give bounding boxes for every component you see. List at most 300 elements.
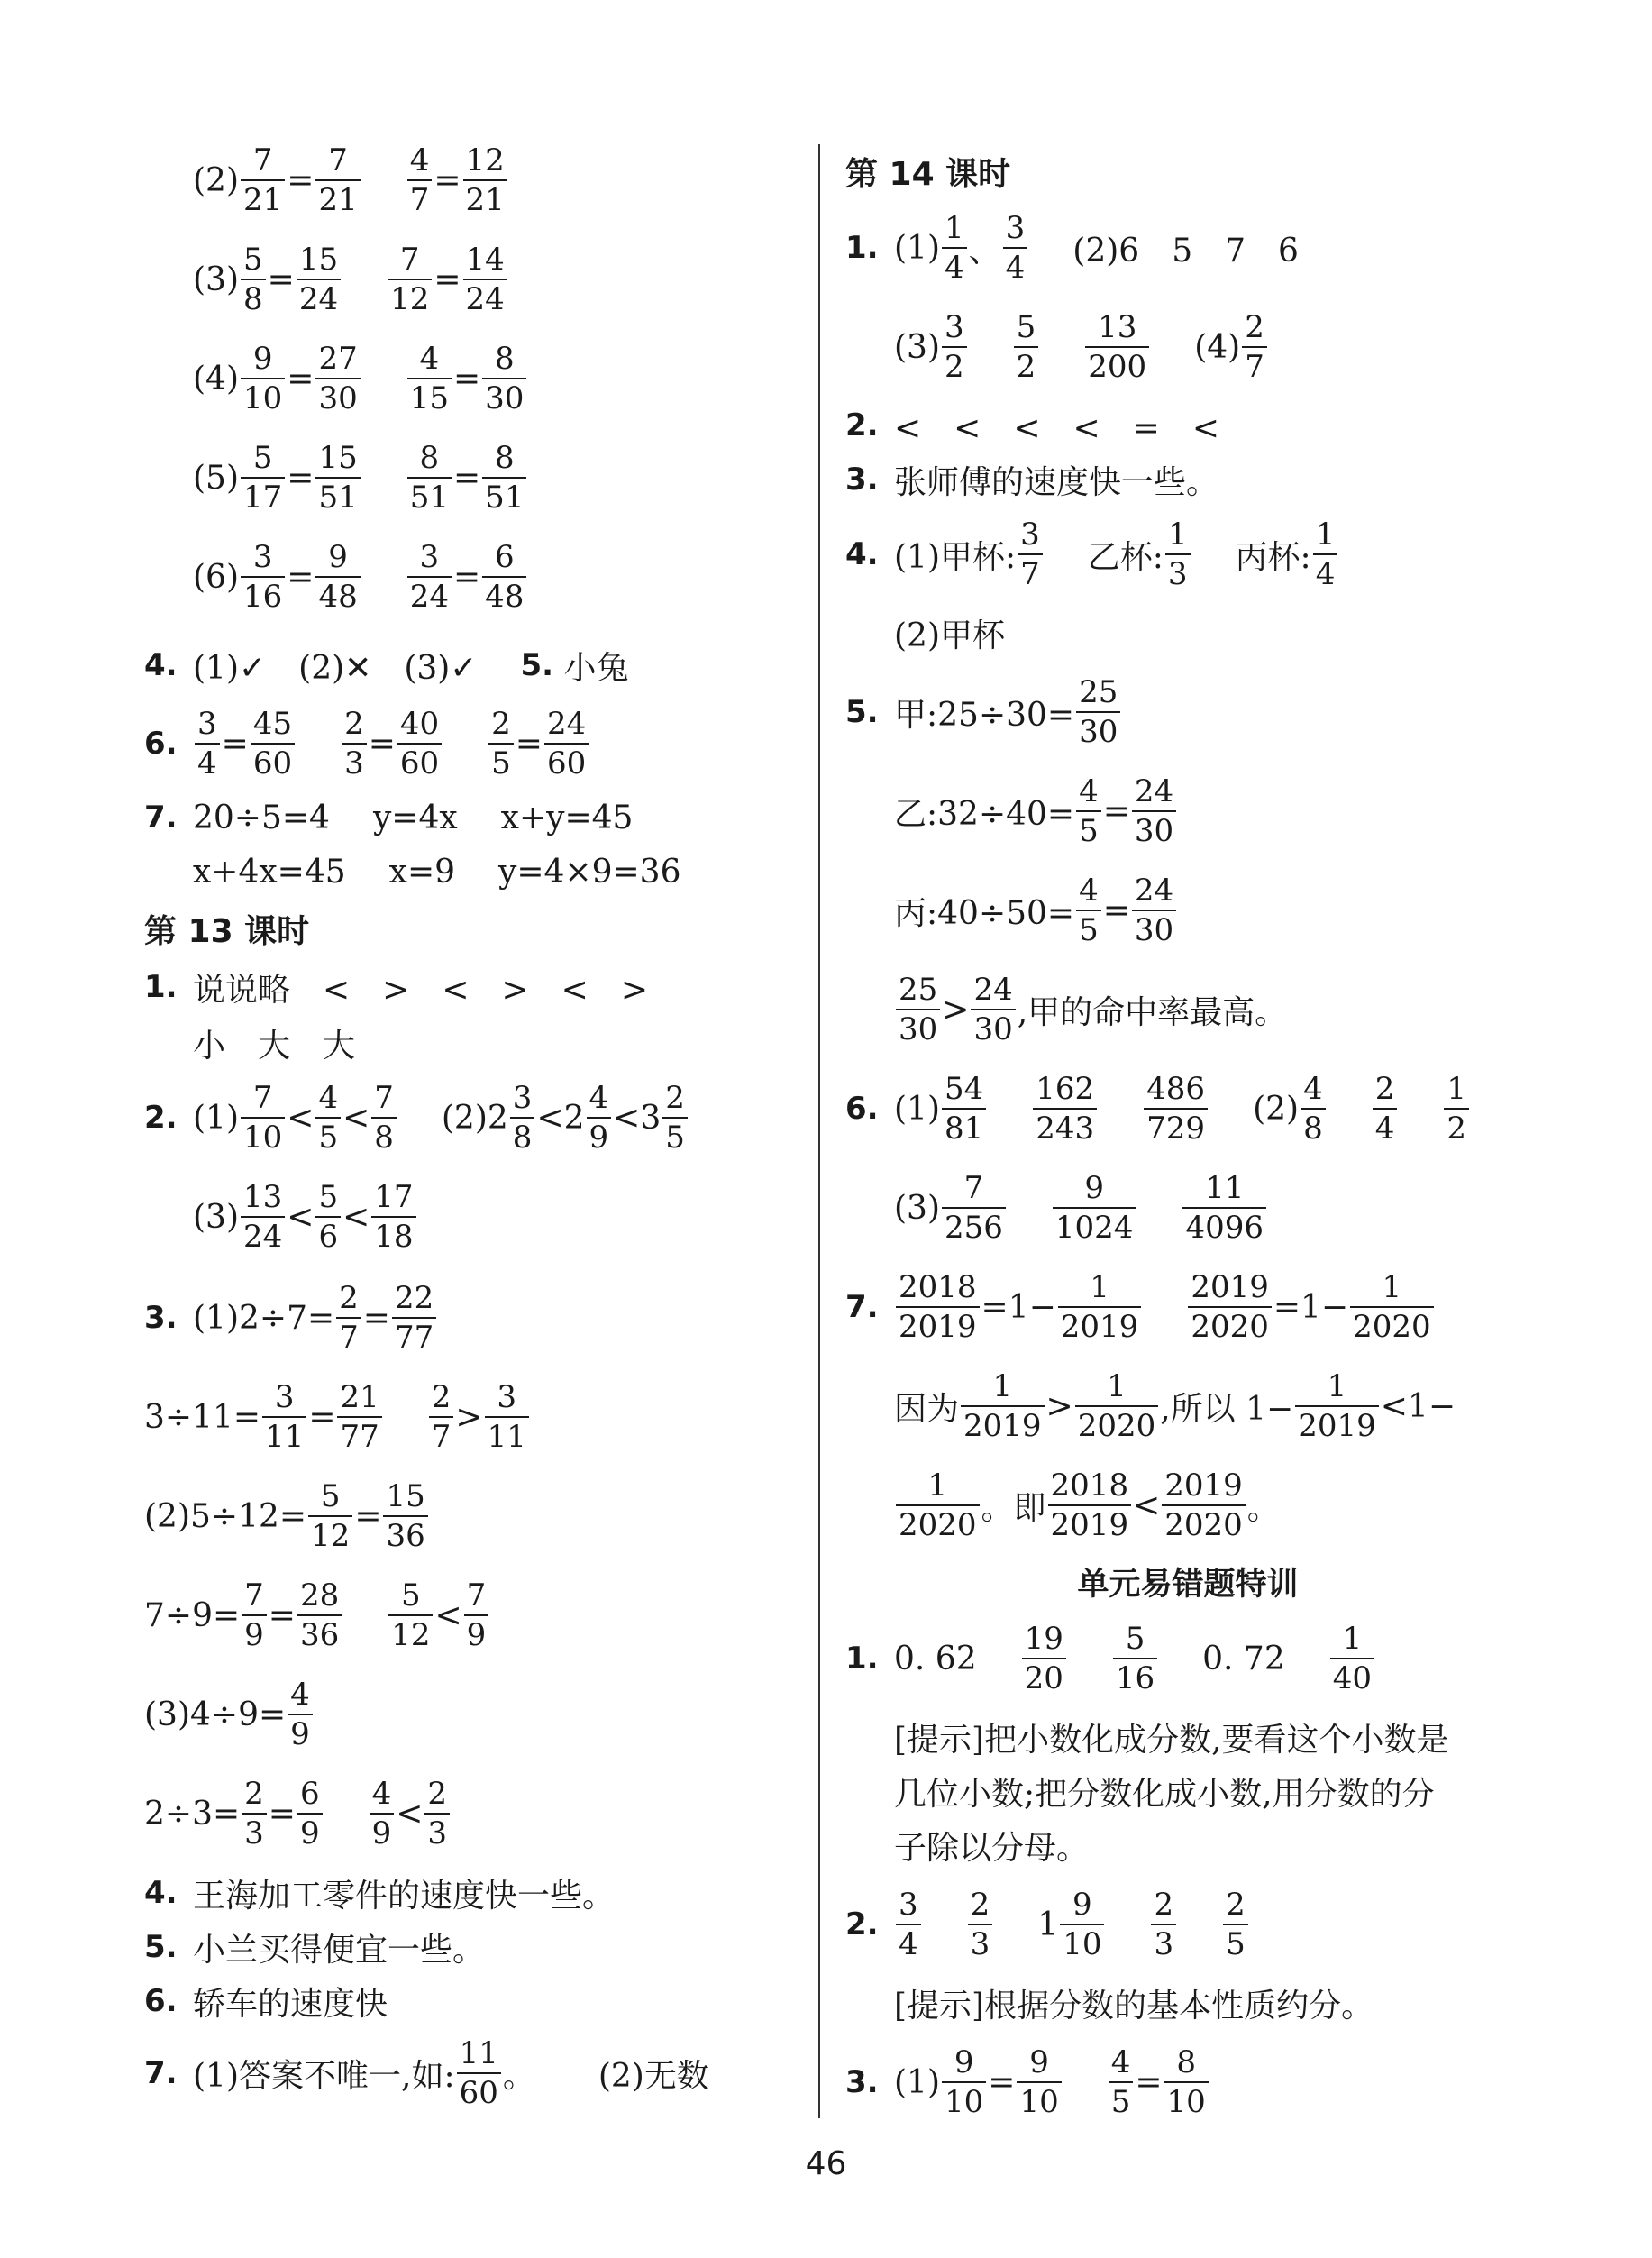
text-segment: 。即 — [981, 1489, 1046, 1527]
text-segment: y=4×9=36 — [498, 853, 681, 891]
numerator: 1 — [1315, 517, 1336, 553]
numerator: 13 — [1098, 309, 1137, 345]
denominator: 2020 — [1188, 1306, 1272, 1342]
denominator: 8 — [371, 1117, 397, 1153]
fraction — [195, 706, 220, 782]
fraction — [371, 1179, 415, 1255]
text-segment: < < < < = < — [894, 409, 1219, 447]
denominator: 2 — [1014, 346, 1039, 382]
text-segment: x+4x=45 — [193, 853, 346, 891]
fraction — [1182, 1170, 1266, 1246]
denominator: 3 — [342, 743, 367, 779]
numerator: 2018 — [899, 1269, 977, 1305]
denominator: 9 — [288, 1714, 313, 1750]
fraction — [1132, 773, 1176, 849]
denominator: 729 — [1144, 1108, 1208, 1144]
numerator: 3 — [899, 1887, 918, 1923]
denominator: 243 — [1033, 1108, 1097, 1144]
text-segment — [563, 1080, 614, 1156]
numerator: 54 — [945, 1071, 984, 1107]
numerator: 2 — [491, 706, 511, 742]
question-number: 2. — [845, 407, 879, 443]
fraction — [544, 706, 589, 782]
fraction — [370, 1778, 395, 1849]
text-segment: (2)5÷12= — [144, 1497, 307, 1535]
numerator: 4 — [1110, 2044, 1131, 2080]
fraction — [1060, 1889, 1104, 1960]
question-number: 5. — [520, 647, 554, 683]
fraction — [1350, 1269, 1434, 1345]
fraction — [1075, 1368, 1159, 1444]
text-segment: 1 — [1037, 1906, 1059, 1943]
denominator: 6 — [315, 1216, 341, 1252]
numerator: 27 — [318, 341, 358, 377]
denominator: 4 — [1003, 247, 1028, 283]
denominator: 30 — [1132, 910, 1176, 946]
answer-line: (2) $\frac{7}{21}$ = $\frac{7}{21}$ $\frac{4}{7}$ = $\frac{12}{21}$ — [144, 135, 509, 225]
denominator: 60 — [544, 743, 589, 779]
fraction — [392, 1280, 436, 1356]
denominator: 2020 — [896, 1504, 980, 1540]
fraction — [1048, 1467, 1132, 1543]
numerator: 5 — [1125, 1621, 1145, 1657]
numerator: 2 — [1374, 1071, 1395, 1107]
numerator: 24 — [1134, 873, 1174, 909]
denominator: 77 — [337, 1416, 381, 1452]
denominator: 8 — [510, 1117, 535, 1153]
denominator: 21 — [463, 179, 507, 215]
answer-line: (2)5÷12= $\frac{5}{12}$ = $\frac{15}{36}$ — [144, 1471, 430, 1561]
denominator: 2019 — [961, 1405, 1045, 1441]
answer-line — [144, 1669, 315, 1760]
section-heading: 第 14 课时 — [845, 155, 1011, 193]
answer-line: 2÷3= $\frac{2}{3}$ = $\frac{6}{9}$ $\frac{4}{9}$ < $\frac{2}{3}$ — [144, 1769, 452, 1859]
fraction — [1033, 1071, 1097, 1147]
answer-line — [845, 667, 1122, 757]
text-segment: (2)6 5 7 6 — [1072, 232, 1299, 270]
question-number: 3. — [144, 1300, 178, 1336]
fraction — [463, 244, 507, 315]
fraction — [968, 1889, 993, 1960]
fraction — [242, 1778, 267, 1849]
text-segment: 1− — [1301, 1288, 1349, 1326]
text-segment: 0. 62 — [894, 1640, 977, 1678]
fraction — [315, 142, 360, 218]
denominator: 2019 — [1295, 1405, 1379, 1441]
fraction — [1076, 875, 1101, 946]
fraction — [1144, 1071, 1208, 1147]
denominator: 7 — [1242, 346, 1267, 382]
text-segment: 乙:32÷40= — [894, 795, 1075, 833]
fraction — [942, 309, 967, 385]
denominator: 51 — [482, 477, 526, 513]
numerator: 12 — [465, 142, 505, 178]
fraction — [262, 1379, 306, 1455]
numerator: 5 — [243, 242, 263, 278]
numerator: 45 — [252, 706, 293, 742]
text-segment: 小兔 — [563, 649, 629, 687]
text-segment: 几位小数;把分数化成小数,用分数的分 — [894, 1775, 1435, 1813]
fraction — [407, 343, 452, 414]
denominator: 10 — [241, 378, 285, 414]
denominator: 2 — [1444, 1108, 1469, 1144]
question-number: 6. — [144, 726, 178, 762]
fraction — [297, 1577, 342, 1653]
fraction — [1165, 519, 1191, 590]
text-segment: y=4x — [372, 799, 458, 836]
question-number: 4. — [845, 536, 879, 572]
fraction — [308, 1478, 352, 1554]
denominator: 4 — [942, 247, 967, 283]
answer-line — [144, 1002, 355, 1083]
denominator: 30 — [482, 378, 526, 414]
fraction — [241, 1080, 285, 1156]
denominator: 30 — [1132, 810, 1176, 846]
text-segment: x+y=45 — [500, 799, 634, 836]
numerator: 9 — [1029, 2044, 1049, 2080]
numerator: 2 — [1154, 1887, 1174, 1923]
numerator: 15 — [318, 440, 358, 476]
text-segment: <1− — [1380, 1387, 1456, 1425]
numerator: 25 — [1079, 674, 1118, 710]
denominator: 9 — [464, 1614, 489, 1650]
fraction — [1164, 2044, 1209, 2120]
question-number: 2. — [845, 1906, 879, 1943]
question-number: 1. — [845, 230, 879, 266]
denominator: 5 — [1076, 910, 1101, 946]
question-number: 6. — [144, 1983, 178, 2019]
denominator: 48 — [482, 576, 526, 612]
fraction — [1223, 1889, 1248, 1960]
numerator: 13 — [243, 1179, 283, 1215]
fraction — [342, 706, 367, 782]
denominator: 51 — [315, 477, 360, 513]
denominator: 5 — [488, 743, 514, 779]
denominator: 7 — [336, 1317, 361, 1353]
fraction — [1313, 519, 1338, 590]
fraction — [942, 2044, 986, 2120]
denominator: 3 — [424, 1813, 450, 1849]
denominator: 2020 — [1162, 1504, 1246, 1540]
text-segment: 7÷9= — [144, 1596, 241, 1634]
numerator: 17 — [374, 1179, 414, 1215]
numerator: 11 — [1205, 1170, 1245, 1206]
fraction — [288, 1679, 313, 1750]
answer-line: 3. (1) $\frac{9}{10}$ = $\frac{9}{10}$ $\frac{4}{5}$ = $\frac{8}{10}$ — [845, 2037, 1210, 2127]
fraction — [488, 706, 514, 782]
question-number: 1. — [845, 1641, 879, 1677]
numerator: 3 — [512, 1080, 533, 1116]
numerator: 5 — [318, 1179, 339, 1215]
numerator: 9 — [954, 2044, 974, 2080]
answer-line: 7. $\frac{2018}{2019}$ = 1− $\frac{1}{2019}$ $\frac{2019}{2020}$ = 1− $\frac{1}{2020}$ — [845, 1262, 1436, 1352]
denominator: 36 — [383, 1515, 427, 1551]
denominator: 30 — [896, 1009, 940, 1045]
denominator: 24 — [407, 576, 452, 612]
text-segment — [640, 1080, 689, 1156]
denominator: 12 — [308, 1515, 352, 1551]
numerator: 22 — [394, 1280, 434, 1316]
text-segment: 轿车的速度快 — [193, 1985, 388, 2023]
answer-line — [845, 203, 1299, 293]
page-number: 46 — [805, 2145, 847, 2182]
text-segment: 王海加工零件的速度快一些。 — [193, 1877, 616, 1915]
denominator: 77 — [392, 1317, 436, 1353]
numerator: 7 — [244, 1577, 264, 1614]
fraction — [1058, 1269, 1142, 1345]
numerator: 3 — [419, 539, 440, 575]
denominator: 24 — [463, 279, 507, 315]
numerator: 2019 — [1164, 1467, 1243, 1504]
fraction — [1017, 2044, 1061, 2120]
denominator: 30 — [1076, 711, 1120, 747]
numerator: 9 — [1084, 1170, 1104, 1206]
numerator: 4 — [1303, 1071, 1323, 1107]
fraction — [1076, 773, 1101, 849]
fraction — [1151, 1889, 1176, 1960]
denominator: 9 — [370, 1813, 395, 1849]
question-number: 7. — [845, 1289, 879, 1325]
numerator: 6 — [299, 1776, 320, 1812]
denominator: 12 — [388, 279, 432, 315]
fraction — [388, 1577, 433, 1653]
denominator: 1024 — [1053, 1207, 1136, 1243]
denominator: 12 — [388, 1614, 433, 1650]
denominator: 3 — [242, 1813, 267, 1849]
numerator: 28 — [299, 1577, 340, 1614]
numerator: 2 — [427, 1776, 448, 1812]
denominator: 5 — [1076, 810, 1101, 846]
fraction — [297, 1778, 323, 1849]
text-segment: (1) — [894, 229, 940, 267]
numerator: 1 — [992, 1368, 1013, 1404]
answer-line — [845, 302, 1269, 392]
denominator: 5 — [1223, 1924, 1248, 1960]
numerator: 2 — [244, 1776, 264, 1812]
fraction — [1109, 2044, 1134, 2120]
fraction — [942, 210, 967, 286]
denominator: 7 — [429, 1416, 454, 1452]
question-number: 5. — [144, 1929, 178, 1965]
answer-line: 因为 $\frac{1}{2019}$ > $\frac{1}{2020}$ ,所以 1− $\frac{1}{2019}$ <1− — [894, 1368, 1456, 1444]
denominator: 3 — [1165, 553, 1191, 590]
fraction — [1188, 1269, 1272, 1345]
denominator: 21 — [315, 179, 360, 215]
denominator: 10 — [241, 1117, 285, 1153]
answer-line: 2. (1) $\frac{7}{10}$ < $\frac{4}{5}$ < $\frac{7}{8}$ (2) 2 $\frac{3}{8}$ < 2 $\frac{4}{9}$ < 3 $\frac{2}{5}$ — [144, 1073, 689, 1163]
denominator: 10 — [942, 2081, 986, 2117]
text-segment: 。 — [502, 2057, 535, 2095]
denominator: 10 — [1060, 1924, 1104, 1960]
question-number: 7. — [144, 800, 178, 836]
fraction — [1444, 1071, 1469, 1147]
question-number: 6. — [845, 1091, 879, 1127]
fraction — [482, 440, 526, 516]
answer-line — [845, 1879, 1250, 1970]
numerator: 2 — [1245, 309, 1264, 345]
text-segment: 小 大 大 — [193, 1027, 356, 1065]
numerator: 8 — [494, 440, 515, 476]
numerator: 4 — [318, 1080, 339, 1116]
fraction — [1053, 1170, 1136, 1246]
answer-line — [845, 592, 1005, 673]
fraction — [315, 440, 360, 516]
fraction — [896, 1269, 980, 1345]
answer-line — [845, 1064, 1471, 1154]
numerator: 4 — [1079, 773, 1099, 809]
fraction — [388, 244, 432, 315]
fraction — [241, 142, 285, 218]
text-segment: (2)无数 — [598, 2057, 709, 2095]
question-number: 3. — [845, 2064, 879, 2100]
text-segment: (1)✓ (2)✕ (3)✓ — [193, 649, 478, 687]
denominator: 10 — [1164, 2081, 1209, 2117]
text-segment: 小兰买得便宜一些。 — [193, 1931, 486, 1969]
numerator: 2 — [1226, 1887, 1246, 1923]
numerator: 1 — [1167, 517, 1188, 553]
text-segment: (3) — [894, 328, 940, 366]
denominator: 5 — [315, 1117, 341, 1153]
answer-line: (4) $\frac{9}{10}$ = $\frac{27}{30}$ $\frac{4}{15}$ = $\frac{8}{30}$ — [144, 334, 528, 424]
fraction — [241, 440, 285, 516]
fraction — [510, 1080, 535, 1156]
numerator: 9 — [252, 341, 273, 377]
fraction — [1295, 1368, 1379, 1444]
numerator: 40 — [399, 706, 440, 742]
fraction — [397, 706, 442, 782]
text-segment: 0. 72 — [1202, 1640, 1285, 1678]
denominator: 4096 — [1182, 1207, 1266, 1243]
numerator: 21 — [340, 1379, 379, 1415]
fraction — [315, 1179, 341, 1255]
fraction — [1076, 674, 1120, 750]
text-segment: 2 — [563, 1099, 585, 1137]
answer-line: 6. $\frac{3}{4}$ = $\frac{45}{60}$ $\frac{2}{3}$ = $\frac{40}{60}$ $\frac{2}{5}$ = $\frac{24}{60}$ — [144, 699, 590, 789]
numerator: 15 — [298, 242, 339, 278]
denominator: 81 — [942, 1108, 986, 1144]
fraction — [1113, 1623, 1157, 1694]
answer-line: 丙:40÷50= $\frac{4}{5}$ = $\frac{24}{30}$ — [845, 865, 1178, 955]
text-segment: 3 — [640, 1099, 662, 1137]
fraction — [251, 706, 295, 782]
numerator: 5 — [252, 440, 273, 476]
text-segment: (2) — [193, 161, 239, 199]
text-segment: (1) — [193, 1099, 239, 1137]
text-segment: 、 — [968, 232, 1001, 270]
denominator: 21 — [241, 179, 285, 215]
text-segment: (2) — [441, 1099, 488, 1137]
numerator: 24 — [1134, 773, 1174, 809]
fraction — [241, 244, 266, 315]
numerator: 3 — [945, 309, 964, 345]
fraction — [961, 1368, 1045, 1444]
numerator: 19 — [1024, 1621, 1063, 1657]
numerator: 8 — [494, 341, 515, 377]
numerator: 1 — [1382, 1269, 1402, 1305]
denominator: 20 — [1022, 1658, 1066, 1694]
numerator: 2019 — [1191, 1269, 1269, 1305]
text-segment: (3) — [894, 1189, 940, 1227]
numerator: 5 — [320, 1478, 341, 1514]
numerator: 486 — [1146, 1071, 1206, 1107]
numerator: 7 — [252, 1080, 273, 1116]
fraction — [241, 343, 285, 414]
numerator: 7 — [963, 1170, 984, 1206]
fraction — [587, 1080, 612, 1156]
text-segment: [提示]把小数化成分数,要看这个小数是 — [894, 1721, 1449, 1759]
hint-text — [845, 1805, 1089, 1886]
text-segment: (1)甲杯: — [894, 538, 1017, 576]
fraction — [337, 1379, 381, 1455]
numerator: 7 — [252, 142, 273, 178]
text-segment: 张师傅的速度快一些。 — [894, 463, 1219, 501]
text-segment: 2÷3= — [144, 1795, 241, 1833]
text-segment: 3÷11= — [144, 1398, 261, 1436]
denominator: 4 — [195, 743, 220, 779]
fraction — [424, 1778, 450, 1849]
section-heading: 第 13 课时 — [144, 912, 310, 950]
denominator: 256 — [942, 1207, 1006, 1243]
denominator: 60 — [251, 743, 295, 779]
fraction — [315, 539, 360, 615]
text-segment: (6) — [193, 558, 239, 596]
fraction — [242, 1577, 267, 1653]
text-segment: 2 — [487, 1099, 508, 1137]
denominator: 5 — [662, 1117, 688, 1153]
numerator: 2 — [344, 706, 364, 742]
denominator: 15 — [407, 378, 452, 414]
denominator: 7 — [1018, 553, 1043, 590]
numerator: 4 — [371, 1776, 392, 1812]
fraction — [241, 1179, 285, 1255]
numerator: 3 — [252, 539, 273, 575]
text-segment: 说说略 < > < > < > — [193, 971, 648, 1009]
fraction — [1018, 519, 1043, 590]
denominator: 4 — [896, 1924, 921, 1960]
hint-text — [845, 1962, 1374, 2043]
fraction — [407, 440, 452, 516]
fraction — [1003, 210, 1028, 286]
numerator: 3 — [497, 1379, 517, 1415]
fraction — [482, 539, 526, 615]
fraction — [1014, 309, 1039, 385]
numerator: 14 — [465, 242, 505, 278]
numerator: 3 — [197, 706, 217, 742]
text-segment: (2)甲杯 — [894, 617, 1005, 654]
answer-line: 3. (1)2÷7= $\frac{2}{7}$ = $\frac{22}{77}$ — [144, 1273, 438, 1363]
denominator: 30 — [315, 378, 360, 414]
denominator: 2019 — [1048, 1504, 1132, 1540]
answer-line: (5) $\frac{5}{17}$ = $\frac{15}{51}$ $\frac{8}{51}$ = $\frac{8}{51}$ — [144, 433, 528, 523]
text-segment: [提示]根据分数的基本性质约分。 — [894, 1987, 1374, 2025]
answer-line — [144, 622, 629, 708]
fraction — [482, 343, 526, 414]
text-segment — [1037, 1889, 1106, 1960]
numerator: 2 — [431, 1379, 452, 1415]
numerator: 4 — [1079, 873, 1099, 909]
answer-line: 3÷11= $\frac{3}{11}$ = $\frac{21}{77}$ $\frac{2}{7}$ > $\frac{3}{11}$ — [144, 1372, 531, 1462]
text-segment: (1) — [894, 2063, 940, 2101]
text-segment: (1) — [894, 1090, 940, 1128]
numerator: 2018 — [1050, 1467, 1129, 1504]
denominator: 16 — [1113, 1658, 1157, 1694]
text-segment: 子除以分母。 — [894, 1829, 1090, 1867]
fraction — [896, 974, 940, 1045]
denominator: 3 — [1151, 1924, 1176, 1960]
denominator: 9 — [242, 1614, 267, 1650]
fraction — [485, 1379, 529, 1455]
numerator: 1 — [945, 210, 964, 246]
